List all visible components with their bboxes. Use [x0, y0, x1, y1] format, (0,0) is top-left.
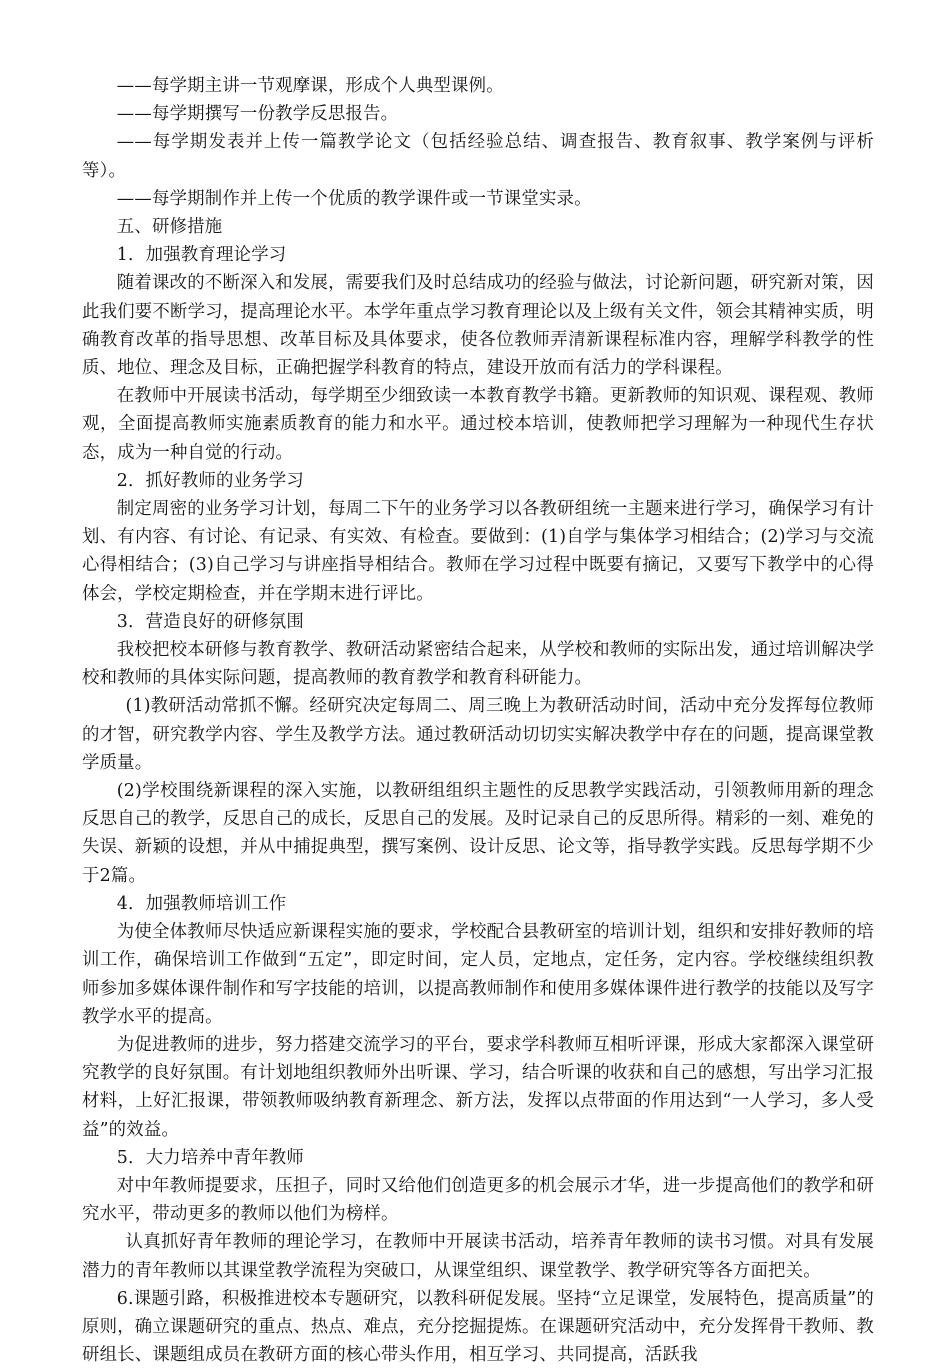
subsection-heading-1: 1．加强教育理论学习: [116, 245, 287, 266]
body-paragraph: 随着课改的不断深入和发展，需要我们及时总结成功的经验与做法，讨论新问题，研究新对策，因此我们要不断学习，提高理论水平。本学年重点学习教育理论以及上级有关文件，领会其精神实质，明确教育改革的指导思想、改革目标及具体要求，使各位教师弄清新课程标准内容，理解学科教学的性质、地位、理念及目标，正确把握学科教育的特点，建设开放而有活力的学科课程。: [82, 273, 874, 379]
body-paragraph: 6.课题引路，积极推进校本专题研究，以教科研促发展。坚持“立足课堂，发展特色，提高质量”的原则，确立课题研究的重点、热点、难点，充分挖掘提炼。在课题研究活动中，充分发挥骨干教师、教研组长、课题组成员在教研方面的核心带头作用，相互学习、共同提高，活跃我: [82, 1288, 874, 1366]
body-paragraph: 我校把校本研修与教育教学、教研活动紧密结合起来，从学校和教师的实际出发，通过培训解决学校和教师的具体实际问题，提高教师的教育教学和教育科研能力。: [82, 640, 874, 689]
subsection-heading-4: 4．加强教师培训工作: [116, 893, 287, 914]
section-heading: 五、研修措施: [116, 217, 223, 238]
document-body: [82, 72, 874, 1369]
body-paragraph: 为使全体教师尽快适应新课程实施的要求，学校配合县教研室的培训计划，组织和安排好教师的培训工作，确保培训工作做到“五定”，即定时间，定人员，定地点，定任务，定内容。学校继续组织教师参加多媒体课件制作和写字技能的培训，以提高教师制作和使用多媒体课件进行教学的技能以及写字教学水平的提高。: [82, 922, 874, 1027]
subsection-heading-5: 5．大力培养中青年教师: [116, 1147, 304, 1168]
goal-item-1: ——每学期主讲一节观摩课，形成个人典型课例。: [116, 76, 504, 96]
body-paragraph: 为促进教师的进步，努力搭建交流学习的平台，要求学科教师互相听评课，形成大家都深入课堂研究教学的良好氛围。有计划地组织教师外出听课、学习，结合听课的收获和自己的感想，写出学习汇报材料，上好汇报课，带领教师吸纳教育新理念、新方法，发挥以点带面的作用达到“一人学习，多人受益”的效益。: [82, 1034, 874, 1140]
goal-item-3: ——每学期发表并上传一篇教学论文（包括经验总结、调查报告、教育叙事、教学案例与评析等）。: [82, 132, 874, 181]
goal-item-2: ——每学期撰写一份教学反思报告。: [116, 104, 399, 125]
body-paragraph: 制定周密的业务学习计划，每周二下午的业务学习以各教研组统一主题来进行学习，确保学习有计划、有内容、有讨论、有记录、有实效、有检查。要做到：(1)自学与集体学习相结合；(2)学习与交流心得相结合；(3)自己学习与讲座指导相结合。教师在学习过程中既要有摘记，又要写下教学中的心得体会，学校定期检查，并在学期末进行评比。: [82, 499, 874, 604]
subsection-heading-3: 3．营造良好的研修氛围: [116, 611, 304, 632]
body-paragraph: (2)学校围绕新课程的深入实施，以教研组组织主题性的反思教学实践活动，引领教师用新的理念反思自己的教学，反思自己的成长，反思自己的发展。及时记录自己的反思所得。精彩的一刻、难免的失误、新颖的设想，并从中捕捉典型，撰写案例、设计反思、论文等，指导教学实践。反思每学期不少于2篇。: [82, 781, 874, 886]
body-paragraph: 认真抓好青年教师的理论学习，在教师中开展读书活动，培养青年教师的读书习惯。对具有发展潜力的青年教师以其课堂教学流程为突破口，从课堂组织、课堂教学、教学研究等各方面把关。: [82, 1232, 874, 1281]
body-paragraph: 对中年教师提要求，压担子，同时又给他们创造更多的机会展示才华，进一步提高他们的教学和研究水平，带动更多的教师以他们为榜样。: [82, 1175, 874, 1225]
body-paragraph: 在教师中开展读书活动，每学期至少细致读一本教育教学书籍。更新教师的知识观、课程观、教师观，全面提高教师实施素质教育的能力和水平。通过校本培训，使教师把学习理解为一种现代生存状态，成为一种自觉的行动。: [82, 386, 874, 463]
goal-item-4: ——每学期制作并上传一个优质的教学课件或一节课堂实录。: [116, 188, 592, 209]
subsection-heading-2: 2．抓好教师的业务学习: [116, 470, 304, 491]
body-paragraph: (1)教研活动常抓不懈。经研究决定每周二、周三晚上为教研活动时间，活动中充分发挥每位教师的才智，研究教学内容、学生及教学方法。通过教研活动切切实实解决教学中存在的问题，提高课堂教学质量。: [82, 696, 874, 773]
